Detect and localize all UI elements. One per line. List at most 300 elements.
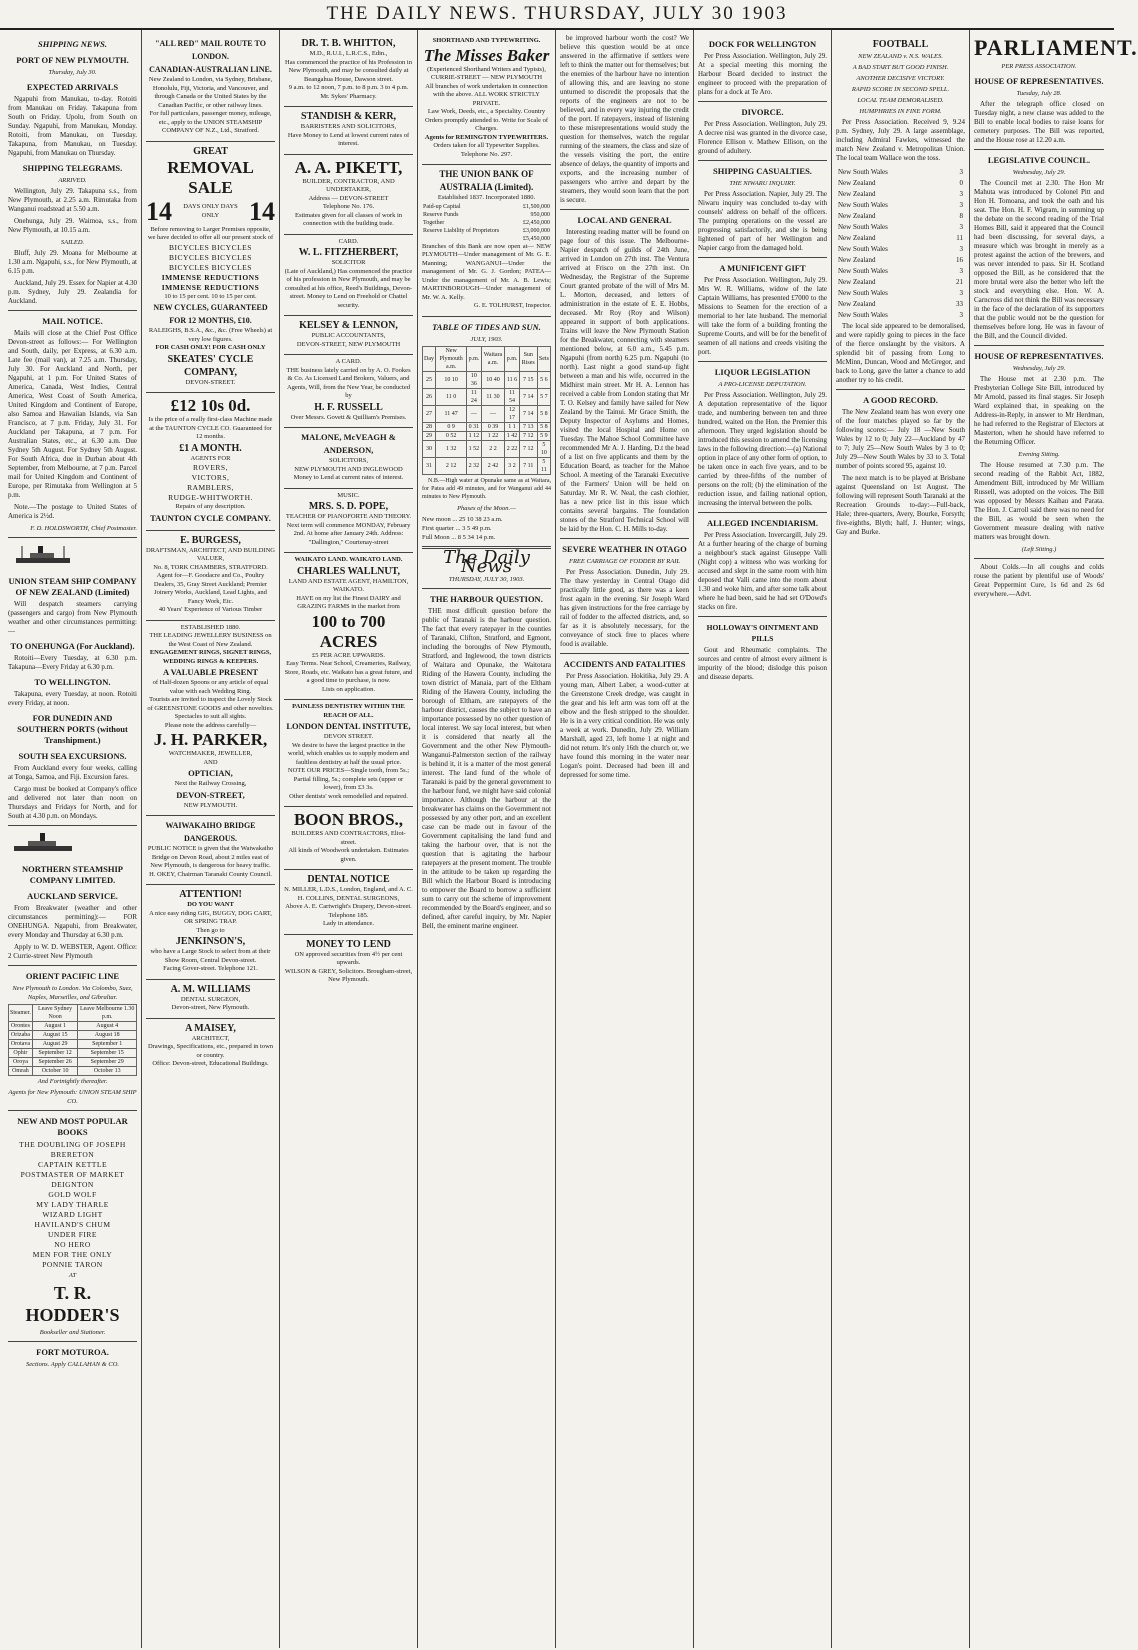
- port-date: Thursday, July 30.: [48, 69, 97, 76]
- russell-addr: Over Messrs. Govett & Quilliam's Premises.: [290, 413, 407, 421]
- daily-news-nameplate: The Daily News: [443, 546, 530, 577]
- remington-text: Orders taken for all Typewriter Supplies. Telephone No. 297.: [433, 142, 540, 158]
- parliament-head: PARLIAMENT.: [974, 35, 1138, 60]
- orient-col-head: Leave Melbourne 1.30 p.m.: [78, 1005, 137, 1022]
- table-cell: 2 22: [505, 440, 519, 457]
- nssc-head: NORTHERN STEAMSHIP COMPANY LIMITED.: [21, 864, 123, 885]
- table-cell: 2 12: [436, 457, 467, 474]
- canadian-ad: [146, 34, 275, 142]
- table-cell: 1 32: [436, 440, 467, 457]
- football-sub3: ANOTHER DECISIVE VICTORY.: [856, 75, 945, 82]
- pikett-text: Estimates given for all classes of work in connection with the building trade.: [294, 211, 403, 227]
- table-cell: 11 6: [505, 371, 519, 388]
- table-row: [422, 219, 551, 227]
- dn-date: THURSDAY, JULY 30, 1903.: [448, 575, 525, 583]
- table-row: [422, 203, 551, 211]
- new-plymouth: NEW PLYMOUTH.: [183, 801, 238, 809]
- evening-sitting: Evening Sitting.: [1018, 451, 1060, 458]
- parker-name: J. H. PARKER,: [153, 730, 268, 749]
- casualties-head: SHIPPING CASUALTIES.: [713, 166, 812, 176]
- ladies: Lady in attendance.: [322, 920, 375, 927]
- table-row: [422, 227, 551, 235]
- table-cell: 28: [423, 422, 436, 431]
- storm-sub: FREE CARRIAGE OF FODDER BY RAIL: [568, 558, 681, 565]
- mail-note: Note.—The postage to United States of America is 2½d.: [8, 503, 137, 520]
- nssc-text: From Breakwater (weather and other circumstances permitting):— FOR ONEHUNGA. Ngapuhi, from Breakwater, every Monday and Thursday at 6.30 p.m.: [8, 904, 137, 939]
- williams-addr: Devon-street, New Plymouth.: [171, 1004, 250, 1011]
- list-item: UNDER FIRE: [48, 1230, 97, 1239]
- malone-text: Money to Lend at current rates of interest.: [293, 474, 404, 481]
- malone-ad: [284, 428, 413, 489]
- table-cell: 2 2: [481, 440, 505, 457]
- burgess-name: E. BURGESS,: [180, 534, 241, 546]
- burgess-text: Agent for—F. Goodacre and Co., Poultry Dealers, 35, Gray Street Auckland; Premier Joinery Works, Auckland, Lead Lights, and Fancy Work, Etc.: [153, 572, 268, 605]
- usscot-head: UNION STEAM SHIP COMPANY OF NEW ZEALAND (Limited): [8, 576, 137, 597]
- table-row: [422, 211, 551, 219]
- steamship-icon: [8, 832, 78, 854]
- immense-line: IMMENSE REDUCTIONS: [161, 272, 260, 282]
- table-cell: 3: [959, 190, 963, 198]
- pikett-name: A. A. PIKETT,: [294, 157, 403, 177]
- dock-text: Per Press Association. Wellington, July 29. At a special meeting this morning the Harbour Board decided to instruct the engineer to proceed with the preparation of plans for a dock at Te Aro.: [698, 52, 827, 96]
- parker-ad: [146, 621, 275, 817]
- at-label: AT: [68, 1272, 77, 1279]
- maisey-text: Drawings, Specifications, etc., prepared in town or country.: [147, 1043, 274, 1059]
- fitz-sub: SOLICITOR: [331, 259, 366, 266]
- house2-head: HOUSE OF REPRESENTATIVES.: [974, 351, 1104, 361]
- fitzherbert-ad: [284, 235, 413, 317]
- dock-head: DOCK FOR WELLINGTON: [708, 39, 817, 49]
- table-row: [423, 431, 551, 440]
- agents-for: AGENTS FOR: [190, 454, 231, 462]
- brand-item: VICTORS,: [191, 473, 230, 482]
- table-cell: 21: [956, 278, 963, 286]
- bank-est: Established 1837. Incorporated 1880.: [437, 194, 536, 201]
- usscot-text: Will despatch steamers carrying (passengers and cargo) from New Plymouth weather and other circumstances permitting:—: [8, 600, 137, 635]
- money-ad: [284, 935, 413, 990]
- tourists-text: Tourists are invited to inspect the Lovely Stock of GREENSTONE GOODS and other novelties.: [147, 696, 274, 712]
- brand-item: RUDGE-WHITWORTH.: [168, 493, 253, 502]
- jewellery-text: THE LEADING JEWELLERY BUSINESS on the West Coast of New Zealand.: [149, 632, 272, 648]
- table-cell: August 15: [32, 1031, 78, 1040]
- table-cell: 3: [959, 168, 963, 176]
- acres-sub: £5 PER ACRE UPWARDS.: [312, 651, 385, 659]
- table-cell: 10 10: [436, 371, 467, 388]
- table-cell: Day: [423, 346, 436, 371]
- text-3: The House met at 2.30 p.m. The Presbyterian College Site Bill, introduced by Mr Arnold, passed its final stages. Sir Joseph Ward explained that, in speaking on the Address-in-Reply, in answer to Mr Herdman, he had referred to the Registrar of Electors at Masterton, when he should have referred to the Returning Officer.: [974, 375, 1104, 446]
- bicycles-line: BICYCLES BICYCLES: [169, 262, 252, 272]
- kelsey-name: KELSEY & LENNON,: [299, 320, 398, 331]
- russell-text: THE business lately carried on by A. O. Fookes & Co. As Licensed Land Brokers, Valuers, and Agents, Will, from the New Year, be conducted by: [286, 366, 411, 399]
- days-label: DAYS ONLY DAYS ONLY: [183, 203, 238, 219]
- score-table: [836, 166, 965, 322]
- maisey-sub: ARCHITECT,: [191, 1034, 230, 1042]
- table-cell: August 4: [78, 1022, 137, 1031]
- table-cell: Orontes: [9, 1022, 33, 1031]
- standish-text: Have Money to Lend at lowest current rates of interest.: [287, 131, 410, 147]
- williams-ad: [146, 980, 275, 1019]
- table-cell: 30: [423, 440, 436, 457]
- table-row: [838, 179, 963, 188]
- fitz-name: W. L. FITZHERBERT,: [298, 247, 399, 258]
- percent-line: 10 to 15 per cent. 10 to 15 per cent.: [164, 292, 257, 300]
- table-cell: 5 6: [537, 371, 550, 388]
- price-title: £12 10s 0d.: [170, 396, 251, 415]
- money-title: MONEY TO LEND: [306, 938, 391, 950]
- table-cell: 33: [956, 300, 963, 308]
- note-prices: NOTE OUR PRICES—Single tooth, from 5s.; Partial filling, 5s.; complete sets (upper or lower), from £3 3s.: [287, 767, 410, 791]
- column-8: [970, 30, 1138, 1648]
- whitton-ad: [284, 34, 413, 107]
- ad1-text: New Zealand to London, via Sydney, Brisbane, Honolulu, Fiji, Victoria, and Vancouver, and through Canada or the United States by the Canadian Pacific, or other railway lines.: [148, 76, 273, 109]
- table-cell: 3: [959, 267, 963, 275]
- hodder-name: T. R. HODDER'S: [25, 1283, 120, 1325]
- list-item: POSTMASTER OF MARKET: [20, 1170, 125, 1179]
- pikett-sub: BUILDER, CONTRACTOR, AND UNDERTAKER,: [302, 177, 395, 193]
- mail-head: MAIL NOTICE.: [42, 316, 103, 326]
- boon-ad: [284, 807, 413, 870]
- table-cell: £2,450,000: [523, 219, 550, 226]
- harbour-head: THE HARBOUR QUESTION.: [430, 593, 543, 604]
- brand-item: ROVERS,: [193, 463, 228, 472]
- pope-text: TEACHER OF PIANOFORTE AND THEORY. Next term will commence MONDAY, February 2nd. At home after January 24th. Address: "Dallington," Courtenay-street: [285, 513, 412, 546]
- list-item: PONNIE TARON: [42, 1260, 103, 1269]
- table-row: [838, 168, 963, 177]
- telegram-1: Wellington, July 29. Takapuna s.s., from New Plymouth, at 2.25 a.m. Rimutaka from Wanganui roadstead at 5.50 a.m.: [8, 187, 137, 213]
- bridge-sign: H. OKEY, Chairman Taranaki County Council.: [149, 870, 272, 878]
- table-cell: 11 47: [436, 405, 467, 422]
- boon-name: BOON BROS.,: [293, 810, 404, 829]
- column-3: [280, 30, 418, 1648]
- table-cell: 2 32: [467, 457, 481, 474]
- malone-addr: NEW PLYMOUTH AND INGLEWOOD: [294, 465, 403, 473]
- to-wellington: TO WELLINGTON.: [34, 677, 111, 687]
- list-item: GOLD WOLF: [48, 1190, 97, 1199]
- table-cell: 7 14: [519, 405, 537, 422]
- table-cell: New Plymouth a.m.: [436, 346, 467, 371]
- williams-name: A. M. WILLIAMS: [170, 983, 251, 995]
- moon-row: New moon ... 25 10 38 23 a.m.: [422, 515, 503, 523]
- bridge-ad: [146, 816, 275, 885]
- text-2: The Council met at 2.30. The Hon Mr Mahuta was introduced by Colonel Pitt and Hon H. Tomoana, and took the oath and his seat. The Hon. H. F. Wigram, in summing up the debate on the second reading of the Trial Homes Bill, said it appeared that the Council had been discussing, for several days, a measure which was brought in merely as a protest against the action of the brewers, and was never intended to pass. Sir H. Scotland opposed the Bill, as he considered that the more brutal were also the better who left the stock and everything else. Hon. W. A. Carncross did not think the Bill was necessary in the face of the declaration of its supporters that the public would not be the question for themselves before long. He was in favour of the Bill, and the Council divided.: [974, 179, 1104, 340]
- table-cell: 7 15: [519, 371, 537, 388]
- council-head: LEGISLATIVE COUNCIL.: [987, 155, 1091, 165]
- telegram-2: Onehunga, July 29. Waimoa, s.s., from New Plymouth, at 10.15 a.m.: [8, 217, 137, 234]
- table-row: [423, 371, 551, 388]
- whitton-name: DR. T. B. WHITTON,: [301, 38, 396, 49]
- table-row: [838, 289, 963, 298]
- whitton-sub: M.D., R.U.I., L.R.C.S., Edin.,: [309, 50, 388, 57]
- music-label: MUSIC.: [337, 491, 360, 499]
- remington: Agents for REMINGTON TYPEWRITERS.: [424, 133, 549, 141]
- table-cell: 0 9: [436, 422, 467, 431]
- column-6: [694, 30, 832, 1648]
- please-text: Please note the address carefully—: [164, 721, 257, 729]
- table-cell: Paid-up Capital: [423, 203, 461, 210]
- table-cell: 0 31: [468, 423, 480, 430]
- table-cell: New Zealand: [838, 190, 876, 198]
- table-cell: 3 2: [505, 457, 519, 474]
- list-item: DEIGNTON: [51, 1180, 94, 1189]
- dental-notice: DENTAL NOTICE: [307, 874, 390, 885]
- table-row: [9, 1031, 137, 1040]
- column-4: [418, 30, 556, 1648]
- table-cell: Orizaba: [9, 1031, 33, 1040]
- table-cell: 1 22: [481, 431, 505, 440]
- orient-note: And Fortnightly thereafter.: [37, 1078, 108, 1085]
- good-record-text: The New Zealand team has won every one of the four matches played so far by the following scores:— July 18 —New South Wales by 12 to 0; July 22—Auckland by 47 to 7; July 25—New South Wales by 3 to 0; July 29—New South Wales by 33 to 3. Total number of points scored 95, against 10.: [836, 408, 965, 470]
- days-row: [146, 198, 275, 226]
- do-you-want: DO YOU WANT: [187, 901, 234, 908]
- table-row: [423, 388, 551, 405]
- table-row: [9, 1067, 137, 1076]
- price-text: Is the price of a really first-class Machine made at the TAUNTON CYCLE CO. Guaranteed for 12 months.: [148, 416, 273, 440]
- football-sub4: RAPID SCORE IN SECOND SPELL.: [851, 86, 950, 93]
- russell-ad: [284, 355, 413, 428]
- table-cell: 11 54: [505, 388, 519, 405]
- table-cell: New Zealand: [838, 300, 876, 308]
- jenkinson-text: who have a Large Stock to select from at their Show Room, Central Devon-street.: [150, 948, 271, 964]
- moon-head: Phases of the Moon.—: [457, 504, 516, 512]
- table-cell: September 1: [78, 1040, 137, 1049]
- table-row: [422, 235, 551, 243]
- table-cell: New Zealand: [838, 234, 876, 242]
- table-cell: Sun Rises: [519, 346, 537, 371]
- table-row: [9, 1058, 137, 1067]
- table-cell: August 1: [32, 1022, 78, 1031]
- telegrams-head: SHIPPING TELEGRAMS.: [22, 163, 123, 173]
- table-cell: New South Wales: [838, 267, 888, 275]
- good-record-text2: The next match is to be played at Brisbane against Queensland on 1st August. The following will represent South Taranaki at the Recreation Grounds to-day:—Full-back, Hale; three-quarters, Avery, Bourke, Forsyth; five-eighths, Blyth; half, J. Hunter; wings, Gay and Burke.: [836, 474, 965, 536]
- text-5: About Colds.—In all coughs and colds rouse the patient by plentiful use of Woods' Great Peppermint Cure, 1s 6d and 2s 6d everywhere.—Advt.: [974, 563, 1104, 598]
- raleighs-text: RALEIGHS, B.S.A., &c., &c. (Free Wheels) at very low figures.: [148, 327, 273, 343]
- table-cell: 0 39: [481, 422, 505, 431]
- sailed-label: SAILED.: [60, 239, 85, 246]
- table-cell: 16: [956, 256, 963, 264]
- baker-ad: [422, 34, 551, 165]
- table-cell: 950,000: [530, 211, 550, 218]
- list-item: HAVILAND'S CHUM: [34, 1220, 111, 1229]
- kelsey-addr: DEVON-STREET, NEW PLYMOUTH: [296, 340, 401, 348]
- table-cell: Sets: [537, 346, 550, 371]
- table-cell: August 29: [32, 1040, 78, 1049]
- table-row: [9, 1022, 137, 1031]
- table-cell: New Zealand: [838, 256, 876, 264]
- ad1-head: "ALL RED" MAIL ROUTE TO LONDON.: [155, 39, 266, 61]
- column-5: [556, 30, 694, 1648]
- table-cell: 5 8: [537, 422, 550, 431]
- table-row: [423, 440, 551, 457]
- table-cell: Oroya: [9, 1058, 33, 1067]
- to-wellington-text: Takapuna, every Tuesday, at noon. Rotoiti every Friday, at noon.: [8, 690, 137, 707]
- table-row: [423, 422, 551, 431]
- pikett-ad: [284, 155, 413, 235]
- to-dunedin: FOR DUNEDIN AND SOUTHERN PORTS (without Transhipment.): [17, 713, 128, 745]
- tides-month: JULY, 1903.: [470, 335, 503, 343]
- list-item: NO HERO: [54, 1240, 91, 1249]
- removal-text: Before removing to Larger Premises opposite, we have decided to offer all our present stock of: [147, 225, 274, 241]
- liquor-text: Per Press Association. Wellington, July 29. A deputation representative of the liquor trade, and numbering between ten and three hundred, waited on the Hon. the Premier this afternoon. They urged legislation should be introduced this session to amend the licensing laws in the following direction:—(a) National option in place of any other form of option, to be taken once in each five years, and to be carried by three-fifths of the number of persons on the roll; (b) the elimination of the reduction issue, and failing national option, increasing the interval between the polls.: [698, 391, 827, 507]
- bank-head: THE UNION BANK OF AUSTRALIA (Limited).: [439, 169, 534, 192]
- column-7: [832, 30, 970, 1648]
- text-4: The House resumed at 7.30 p.m. The second reading of the Rabbit Act, 1882, Amendment Bill, introduced by Mr William Russell, was adopted on the voices. The Bill was opposed by Messrs Kaihau and Parata. The Hon. J. Carroll said there was no need for the Bill, as would be seen when the Government measure dealing with native matters was brought down.: [974, 461, 1104, 541]
- arrived-label: ARRIVED.: [58, 177, 87, 184]
- table-cell: £3,000,000: [523, 227, 550, 234]
- telephone: Telephone 185.: [328, 911, 369, 919]
- table-cell: Waitara a.m.: [481, 346, 505, 371]
- table-cell: 0 52: [436, 431, 467, 440]
- baker-text3: Law Work, Deeds, etc., a Speciality. Country Orders promptly attended to. Write for Scale of Charges.: [424, 108, 549, 132]
- football-sub2: A BAD START BUT GOOD FINISH.: [852, 64, 949, 71]
- table-cell: New South Wales: [838, 245, 888, 253]
- wallnut-sub: LAND AND ESTATE AGENT, HAMILTON, WAIKATO.: [288, 577, 409, 593]
- tides-note: N.B.—High water at Opunake same as at Waitara, for Patea add 49 minutes, and for Wanganui add 44 minutes to New Plymouth.: [422, 477, 551, 500]
- days-number-left: 14: [146, 196, 172, 226]
- table-cell: 5 11: [537, 457, 550, 474]
- incendiarism-head: ALLEGED INCENDIARISM.: [707, 518, 818, 528]
- tides-head: TABLE OF TIDES AND SUN.: [432, 321, 541, 332]
- table-cell: New South Wales: [838, 311, 888, 319]
- table-cell: 11: [956, 234, 963, 242]
- table-cell: 7 12: [519, 431, 537, 440]
- whitton-text: Has commenced the practice of his Profession in New Plymouth, and may be consulted daily at Beangahua House, Dawson street.: [285, 58, 412, 83]
- table-cell: [422, 235, 516, 243]
- miller-text: N. MILLER, L.D.S., London, England, and A. C. H. COLLINS, DENTAL SURGEONS,: [284, 886, 413, 902]
- burgess-experience: 40 Years' Experience of Various Timber: [158, 606, 263, 613]
- skeates-name: SKEATES' CYCLE COMPANY,: [167, 353, 254, 378]
- baker-addr: CURRIE-STREET — NEW PLYMOUTH: [430, 74, 543, 81]
- liquor-sub: A PRO-LICENSE DEPUTATION.: [718, 381, 807, 388]
- table-cell: 7 12: [519, 440, 537, 457]
- table-cell: October 10: [32, 1067, 78, 1076]
- bicycles-line: BICYCLES BICYCLES: [169, 242, 252, 252]
- table-cell: 5 7: [537, 388, 550, 405]
- wallnut-name: CHARLES WALLNUT,: [297, 565, 400, 577]
- a-card-label: A CARD.: [335, 358, 362, 365]
- pikett-addr: Address — DEVON-STREET: [308, 194, 389, 202]
- table-cell: £1,500,000: [523, 203, 550, 210]
- holloway-head: HOLLOWAY'S OINTMENT AND PILLS: [706, 623, 819, 643]
- list-item: CAPTAIN KETTLE: [37, 1160, 108, 1169]
- good-record-head: A GOOD RECORD.: [863, 395, 938, 405]
- accidents-head: ACCIDENTS AND FATALITIES: [563, 659, 686, 669]
- table-cell: 5 10: [537, 440, 550, 457]
- table-cell: £5,450,000: [523, 235, 550, 242]
- list-item: THE DOUBLING OF JOSEPH: [19, 1140, 126, 1149]
- do-you-text: A nice easy riding GIG, BUGGY, DOG CART, OR SPRING TRAP.: [149, 909, 272, 925]
- pope-name: MRS. S. D. POPE,: [308, 501, 389, 512]
- column-1: [4, 30, 142, 1648]
- table-cell: 11 0: [436, 388, 467, 405]
- table-cell: September 26: [32, 1058, 78, 1067]
- orient-table: [8, 1004, 137, 1076]
- divorce-text: Per Press Association. Wellington, July 29. A decree nisi was granted in the divorce case, Florence Ellison v. Mathew Ellison, on the ground of adultery.: [698, 120, 827, 155]
- table-row: [838, 311, 963, 320]
- table-cell: 2 42: [481, 457, 505, 474]
- valuable-text: of Half-dozen Spoons or any article of equal value with each Wedding Ring.: [152, 679, 269, 695]
- whitton-hours: 9 a.m. to 12 noon, 7 p.m. to 8 p.m. 3 to 4 p.m. Mr. Sykes' Pharmacy.: [288, 84, 409, 100]
- text-1: After the telegraph office closed on Tuesday night, a new clause was added to the Bill to enable local bodies to raise loans for cemetery purposes. The Bill was reported, and the House rose at 12.20 a.m.: [974, 100, 1104, 144]
- orient-head: ORIENT PACIFIC LINE: [25, 971, 120, 981]
- bank-text: Branches of this Bank are now open at— NEW PLYMOUTH—Under management of Mr. G. E. Manning; WANGANUI—Under the management of Mr. G. J. Gordon; PATEA—Under the management of Mr. A. B. Lewis; MARTINBOROUGH—Under management of Mr. W. A. Kelly.: [422, 242, 551, 301]
- column-2: [142, 30, 280, 1648]
- bridge-head: WAIWAKAIHO BRIDGE DANGEROUS.: [165, 821, 256, 843]
- maisey-addr: Office: Devon-street, Educational Buildings.: [152, 1060, 269, 1067]
- expected-head: EXPECTED ARRIVALS: [26, 82, 119, 92]
- table-cell: October 13: [78, 1067, 137, 1076]
- books-head: NEW AND MOST POPULAR BOOKS: [17, 1116, 128, 1137]
- skeates-sub: DEVON-STREET.: [185, 378, 236, 386]
- casualties-sub: THE NIWARU INQUIRY.: [729, 180, 796, 187]
- table-cell: 7 14: [519, 388, 537, 405]
- to-onehunga: TO ONEHUNGA (For Auckland).: [10, 641, 135, 651]
- agent-text: Apply to W. D. WEBSTER, Agent. Office: 2 Currie-street New Plymouth: [8, 943, 137, 960]
- great-label: GREAT: [193, 145, 228, 157]
- wallnut-ad: [284, 553, 413, 700]
- table-cell: New Zealand: [838, 278, 876, 286]
- table-row: [838, 223, 963, 232]
- table-row: [838, 190, 963, 199]
- bank-ad: [422, 165, 551, 317]
- table-row: [423, 457, 551, 474]
- table-cell: Orotava: [9, 1040, 33, 1049]
- table-cell: 11 24: [467, 388, 481, 405]
- table-cell: August 18: [78, 1031, 137, 1040]
- table-cell: 29: [423, 431, 436, 440]
- table-cell: New South Wales: [838, 289, 888, 297]
- house-head: HOUSE OF REPRESENTATIVES.: [974, 76, 1104, 86]
- cash-line: FOR CASH ONLY! FOR CASH ONLY: [155, 344, 266, 351]
- jenkinson-addr: Facing Gover-street. Telephone 121.: [163, 965, 258, 972]
- orient-agents: Agents for New Plymouth: UNION STEAM SHIP CO.: [8, 1089, 137, 1105]
- ring-lines: ENGAGEMENT RINGS, SIGNET RINGS, WEDDING RINGS & KEEPERS.: [149, 649, 272, 665]
- maisey-name: A MAISEY,: [185, 1022, 236, 1034]
- days-number-right: 14: [249, 196, 275, 226]
- burgess-sub: DRAFTSMAN, ARCHITECT, AND BUILDING VALUER,: [146, 546, 275, 562]
- russell-name: H. F. RUSSELL: [314, 401, 383, 413]
- table-row: [838, 201, 963, 210]
- table-cell: 31: [423, 457, 436, 474]
- table-cell: 25: [423, 371, 436, 388]
- bridge-text: PUBLIC NOTICE is given that the Waiwakaiho Bridge on Devon Road, about 2 miles east of New Plymouth, is dangerous for heavy traffic.: [147, 845, 274, 869]
- table-cell: 1 42: [506, 432, 518, 439]
- table-row: [838, 278, 963, 287]
- parker-sub: WATCHMAKER, JEWELLER,: [168, 750, 253, 757]
- football-sub6: HUMPHRIES IN FINE FORM.: [859, 108, 942, 115]
- football-text2: The local side appeared to be demoralised, and were rapidly going to pieces in the face of the fierce onslaught by the visitors. A splendid bit of passing from Long to McMinn, Duncan, Wood and McGregor, and back to Long, gave the latter a chance to add another try to his credit.: [836, 322, 965, 384]
- london-dental-name: LONDON DENTAL INSTITUTE,: [286, 721, 411, 731]
- table-row: [838, 245, 963, 254]
- table-cell: 3: [959, 311, 963, 319]
- table-row: [9, 1049, 137, 1058]
- gift-text: Per Press Association. Wellington, July 29. Mrs W. R. Williams, widow of the late Captain Williams, has presented £7000 to the Missions to Seamen for the erection of a memorial to her late husband. The memorial will take the form of a building fronting the Supreme Courts, and will be for the benefit of seamen of all nations and creeds visiting the port.: [698, 276, 827, 356]
- bicycles-line: BICYCLES BICYCLES: [169, 252, 252, 262]
- incendiarism-text: Per Press Association. Invercargill, July 29. At a further hearing of the charge of burning a neighbour's stack against Giuseppe Valli (Night cop) a witness who was working for accused and slept in the same room with him deposed that Valli came into the room about 1.30 and woke him, and after some talk about where he had been, said he had set O'Dowd's stacks on fire.: [698, 531, 827, 611]
- repairs-text: Repairs of any description.: [175, 503, 246, 510]
- table-cell: 3: [959, 245, 963, 253]
- orient-sub: New Plymouth to London. Via Colombo, Suez, Naples, Marseilles, and Gibraltar.: [12, 985, 133, 1001]
- waikato-line: WAIKATO LAND. WAIKATO LAND.: [294, 556, 403, 563]
- table-cell: Reserve Liability of Proprietors: [423, 227, 500, 234]
- postmaster: F. D. HOLDSWORTH, Chief Postmaster.: [30, 525, 137, 532]
- table-cell: 1 1: [505, 422, 519, 431]
- table-row: [838, 300, 963, 309]
- table-cell: 27: [423, 405, 436, 422]
- maisey-ad: [146, 1019, 275, 1074]
- kelsey-sub: PUBLIC ACCOUNTANTS,: [311, 332, 386, 339]
- taunton-ad: [146, 393, 275, 531]
- table-row: [838, 212, 963, 221]
